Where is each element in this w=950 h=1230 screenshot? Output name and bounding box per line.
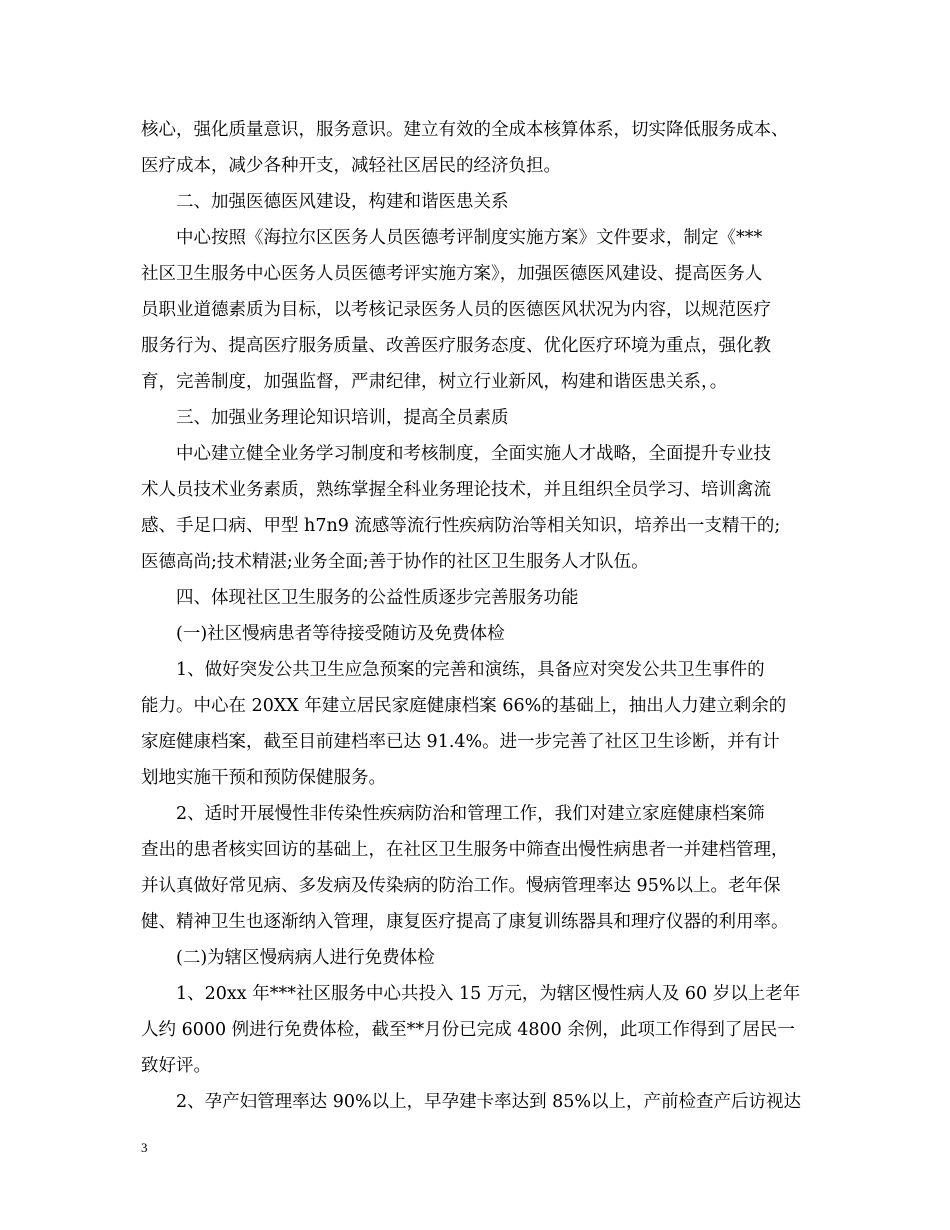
- text-line: 感、手足口病、甲型 h7n9 流感等流行性疾病防治等相关知识，培养出一支精干的;: [141, 516, 781, 536]
- page-number: 3: [141, 1140, 148, 1155]
- subsection-heading: (二)为辖区慢病病人进行免费体检: [176, 948, 435, 968]
- text-line: 2、孕产妇管理率达 90%以上，早孕建卡率达到 85%以上，产前检查产后访视达: [176, 1092, 802, 1112]
- text-line: 服务行为、提高医疗服务质量、改善医疗服务态度、优化医疗环境为重点，强化教: [141, 336, 771, 356]
- section-heading: 三、加强业务理论知识培训，提高全员素质: [176, 408, 509, 428]
- section-heading: 四、体现社区卫生服务的公益性质逐步完善服务功能: [176, 588, 579, 608]
- section-heading: 二、加强医德医风建设，构建和谐医患关系: [176, 192, 509, 212]
- text-line: 医疗成本，减少各种开支，减轻社区居民的经济负担。: [141, 156, 561, 176]
- text-line: 术人员技术业务素质，熟练掌握全科业务理论技术，并且组织全员学习、培训禽流: [141, 480, 771, 500]
- text-line: 育，完善制度，加强监督，严肃纪律，树立行业新风，构建和谐医患关系，。: [141, 372, 728, 392]
- text-line: 中心按照《海拉尔区医务人员医德考评制度实施方案》文件要求，制定《***: [176, 228, 763, 248]
- text-line: 员职业道德素质为目标，以考核记录医务人员的医德医风状况为内容，以规范医疗: [141, 300, 771, 320]
- subsection-heading: (一)社区慢病患者等待接受随访及免费体检: [176, 624, 505, 644]
- text-line: 能力。中心在 20XX 年建立居民家庭健康档案 66%的基础上，抽出人力建立剩余的: [141, 696, 787, 716]
- text-line: 划地实施干预和预防保健服务。: [141, 768, 386, 788]
- text-line: 2、适时开展慢性非传染性疾病防治和管理工作，我们对建立家庭健康档案筛: [176, 804, 765, 824]
- text-line: 人约 6000 例进行免费体检，截至**月份已完成 4800 余例，此项工作得到了居民一: [141, 1020, 795, 1040]
- text-line: 致好评。: [141, 1056, 211, 1076]
- text-line: 1、做好突发公共卫生应急预案的完善和演练，具备应对突发公共卫生事件的: [176, 660, 765, 680]
- text-line: 并认真做好常见病、多发病及传染病的防治工作。慢病管理率达 95%以上。老年保: [141, 876, 781, 896]
- text-line: 核心，强化质量意识，服务意识。建立有效的全成本核算体系，切实降低服务成本、: [141, 120, 789, 140]
- text-line: 中心建立健全业务学习制度和考核制度，全面实施人才战略，全面提升专业技: [176, 444, 771, 464]
- text-line: 医德高尚;技术精湛;业务全面;善于协作的社区卫生服务人才队伍。: [141, 552, 649, 572]
- text-line: 查出的患者核实回访的基础上，在社区卫生服务中筛查出慢性病患者一并建档管理，: [141, 840, 789, 860]
- text-line: 社区卫生服务中心医务人员医德考评实施方案》，加强医德医风建设、提高医务人: [141, 264, 763, 284]
- text-line: 健、精神卫生也逐渐纳入管理，康复医疗提高了康复训练器具和理疗仪器的利用率。: [141, 912, 789, 932]
- text-line: 1、20xx 年***社区服务中心共投入 15 万元，为辖区慢性病人及 60 岁以上老年: [176, 984, 801, 1004]
- text-line: 家庭健康档案，截至目前建档率已达 91.4%。进一步完善了社区卫生诊断，并有计: [141, 732, 780, 752]
